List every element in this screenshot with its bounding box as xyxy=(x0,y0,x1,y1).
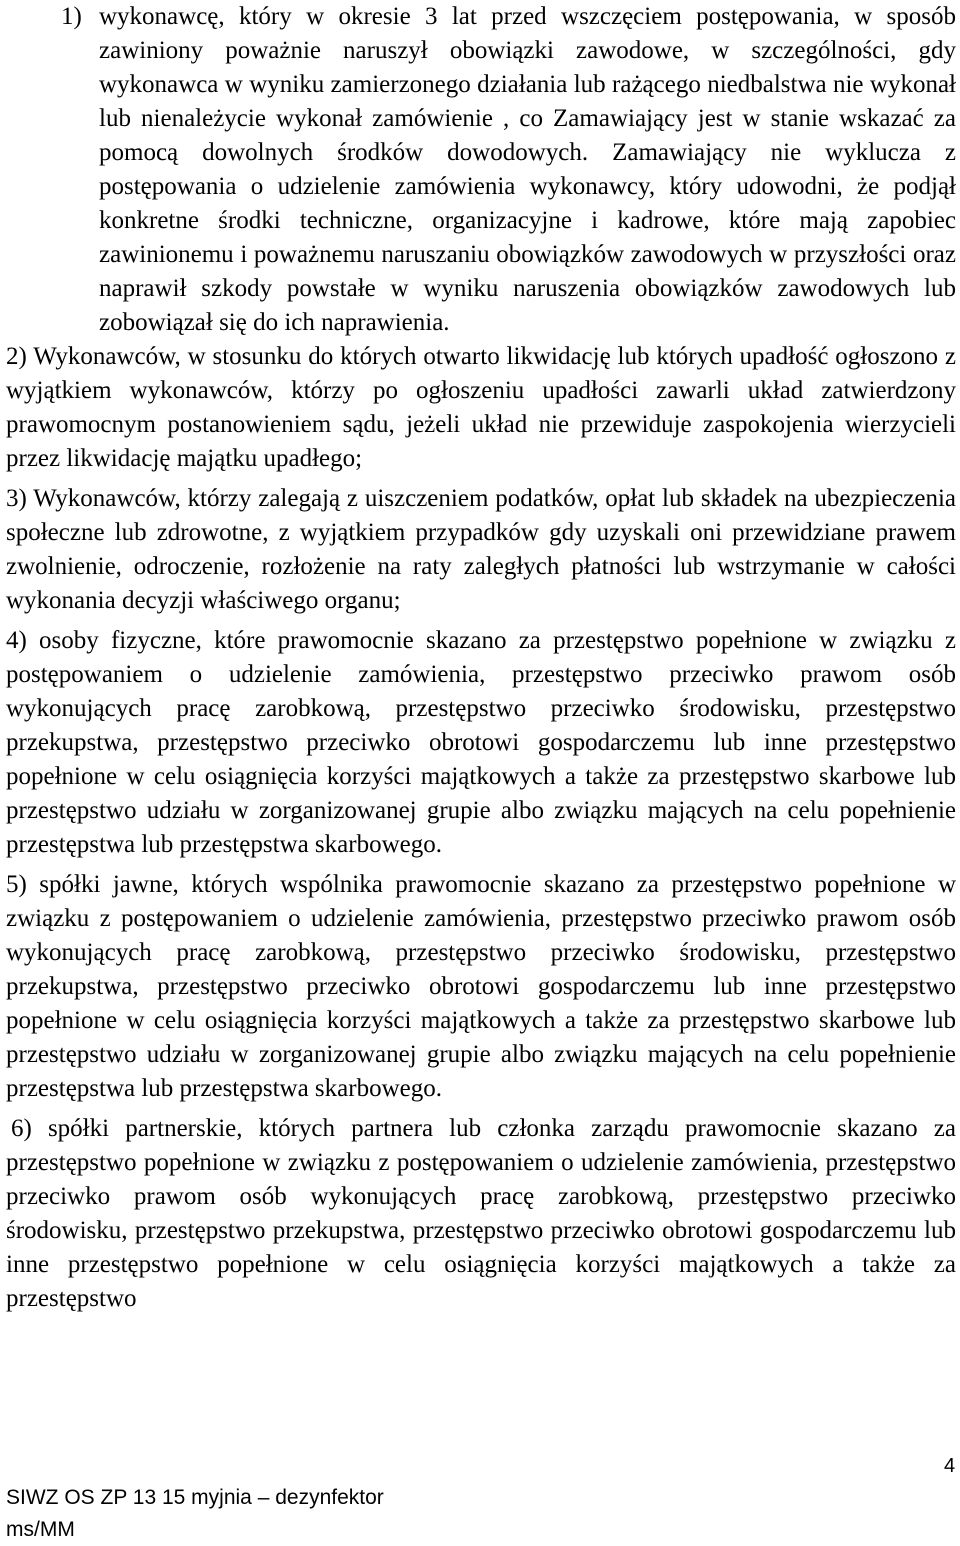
footer xyxy=(6,1482,384,1546)
list-item-1-text: wykonawcę, który w okresie 3 lat przed wszczęciem postępowania, w sposób zawiniony poważnie naruszył obowiązki zawodowe, w szczególności, gdy wykonawca w wyniku zamierzonego działania lub rażącego niedbalstwa nie wykonał lub nienależycie wykonał zamówienie , co Zamawiający jest w stanie wskazać za pomocą dowolnych środków dowodowych. Zamawiający nie wyklucza z postępowania o udzielenie zamówienia wykonawcy, który udowodni, że podjął konkretne środki techniczne, organizacyjne i kadrowe, które mają zapobiec zawinionemu i poważnemu naruszaniu obowiązków zawodowych w przyszłości oraz naprawił szkody powstałe w wyniku naruszenia obowiązków zawodowych lub zobowiązał się do ich naprawienia. xyxy=(99,3,956,336)
list-item-3: 3) Wykonawców, którzy zalegają z uiszczeniem podatków, opłat lub składek na ubezpieczenia społeczne lub zdrowotne, z wyjątkiem przypadków gdy uzyskali oni przewidziane prawem zwolnienie, odroczenie, rozłożenie na raty zaległych płatności lub wstrzymanie w całości wykonania decyzji właściwego organu; xyxy=(6,485,956,614)
list-item-5: 5) spółki jawne, których wspólnika prawomocnie skazano za przestępstwo popełnione w związku z postępowaniem o udzielenie zamówienia, przestępstwo przeciwko prawom osób wykonujących pracę zarobkową, przestępstwo przeciwko środowisku, przestępstwo przekupstwa, przestępstwo przeciwko obrotowi gospodarczemu lub inne przestępstwo popełnione w celu osiągnięcia korzyści majątkowych a także za przestępstwo skarbowe lub przestępstwo udziału w zorganizowanej grupie albo związku mających na celu popełnienie przestępstwa lub przestępstwa skarbowego. xyxy=(6,871,956,1102)
page-number: 4 xyxy=(944,1455,956,1477)
list-item-1 xyxy=(6,0,956,340)
list-item-4: 4) osoby fizyczne, które prawomocnie skazano za przestępstwo popełnione w związku z postępowaniem o udzielenie zamówienia, przestępstwo przeciwko prawom osób wykonujących pracę zarobkową, przestępstwo przeciwko środowisku, przestępstwo przekupstwa, przestępstwo przeciwko obrotowi gospodarczemu lub inne przestępstwo popełnione w celu osiągnięcia korzyści majątkowych a także za przestępstwo skarbowe lub przestępstwo udziału w zorganizowanej grupie albo związku mających na celu popełnienie przestępstwa lub przestępstwa skarbowego. xyxy=(6,627,956,858)
list-item-6: 6) spółki partnerskie, których partnera lub członka zarządu prawomocnie skazano za przestępstwo popełnione w związku z postępowaniem o udzielenie zamówienia, przestępstwo przeciwko prawom osób wykonujących pracę zarobkową, przestępstwo przeciwko środowisku, przestępstwo przekupstwa, przestępstwo przeciwko obrotowi gospodarczemu lub inne przestępstwo popełnione w celu osiągnięcia korzyści majątkowych a także za przestępstwo xyxy=(6,1115,956,1312)
footer-line-1: SIWZ OS ZP 13 15 myjnia – dezynfektor xyxy=(6,1486,384,1509)
footer-line-2: ms/MM xyxy=(6,1518,75,1541)
list-item-2: 2) Wykonawców, w stosunku do których otwarto likwidację lub których upadłość ogłoszono z wyjątkiem wykonawców, którzy po ogłoszeniu upadłości zawarli układ zatwierdzony prawomocnym postanowieniem sądu, jeżeli układ nie przewiduje zaspokojenia wierzycieli przez likwidację majątku upadłego; xyxy=(6,343,956,472)
list-item-1-label: 1) xyxy=(61,3,82,30)
document-body xyxy=(6,0,956,1316)
